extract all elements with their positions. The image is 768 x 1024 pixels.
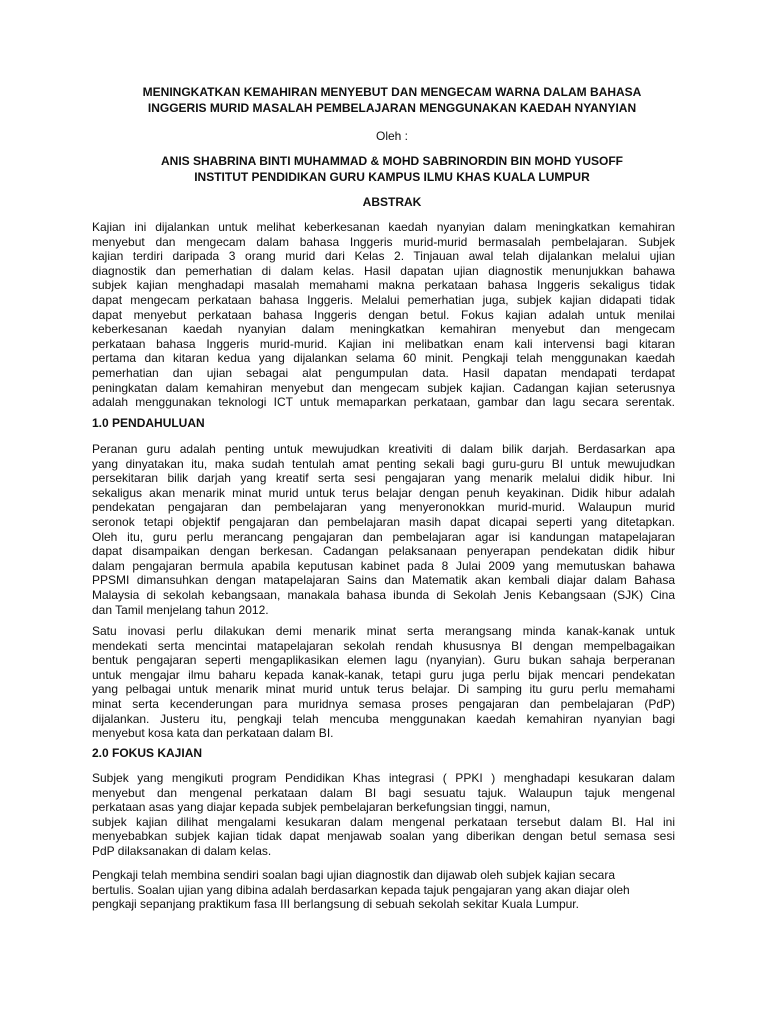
text-line: keberkesanan kaedah nyanyian dalam meningkatkan kemahiran menyebut dan mengecam xyxy=(92,322,675,337)
oleh-label: Oleh : xyxy=(375,129,408,143)
text-line: sekaligus akan menarik minat murid untuk terus belajar dengan penuh keyakinan. Didik hibur adalah xyxy=(92,485,675,500)
text-line: dapat disampaikan dengan berkesan. Cadangan pelaksanaan penyerapan pendekatan didik hibur xyxy=(92,544,675,559)
text-line: Kajian ini dijalankan untuk melihat keberkesanan kaedah nyanyian dalam meningkatkan kemahiran xyxy=(92,220,675,234)
text-line: yang pelbagai untuk menarik minat murid untuk terus belajar. Di samping itu guru perlu memahami xyxy=(92,682,675,697)
text-line: dan Tamil menjelang tahun 2012. xyxy=(92,602,269,617)
text-line: PdP dilaksanakan di dalam kelas. xyxy=(92,843,272,858)
text-line: subjek kajian menghadapi masalah memahami makna perkataan bahasa Inggeris sekaligus tidak xyxy=(92,278,675,293)
text-line: adalah menggunakan teknologi ICT untuk memaparkan perkataan, gambar dan lagu secara serentak. xyxy=(92,395,675,410)
text-line: untuk mengajar ilmu baharu kepada kanak-kanak, tetapi guru juga perlu bijak mencari pendekatan xyxy=(92,667,675,682)
pendahuluan-paragraph-2 xyxy=(92,624,675,741)
text-line: pendekatan pengajaran dan pembelajaran yang menyeronokkan murid-murid. Walaupun murid xyxy=(92,500,675,515)
text-line: mendekati serta mencintai matapelajaran sekolah rendah khususnya BI dengan mempelbagaikan xyxy=(92,638,675,653)
text-line: menyebut dan mengenal perkataan dalam BI bagi sesuatu tajuk. Walaupun tajuk mengenal xyxy=(92,785,675,800)
section-heading-fokus-kajian: 2.0 FOKUS KAJIAN xyxy=(92,746,203,760)
text-line: persekitaran bilik darjah yang kreatif serta sesi pengajaran yang menarik melalui didik hibur. Ini xyxy=(92,471,675,486)
text-line: Satu inovasi perlu dilakukan demi menarik minat serta merangsang minda kanak-kanak untuk xyxy=(92,624,675,638)
text-line: dapat menyebut perkataan bahasa Inggeris dengan betul. Fokus kajian adalah untuk menilai xyxy=(92,307,675,322)
text-line: pemerhatian dan ujian sebagai alat pengumpulan data. Hasil dapatan mendapati terdapat xyxy=(92,365,675,380)
text-line: pengkaji sepanjang praktikum fasa III berlangsung di sebuah sekolah sekitar Kuala Lumpur. xyxy=(92,897,579,912)
text-line: Peranan guru adalah penting untuk mewujudkan kreativiti di dalam bilik darjah. Berdasarkan apa xyxy=(92,442,675,456)
text-line: menyebabkan subjek kajian tidak dapat menjawab soalan yang diberikan dengan betul semasa sesi xyxy=(92,829,675,844)
text-line: yang dinyatakan itu, maka sudah tentulah amat penting sekali bagi guru-guru BI untuk mewujudkan xyxy=(92,456,675,471)
author-line: ANIS SHABRINA BINTI MUHAMMAD & MOHD SABRINORDIN BIN MOHD YUSOFF xyxy=(161,154,623,168)
text-line: bertulis. Soalan ujian yang dibina adalah berdasarkan kepada tajuk pengajaran yang akan diajar oleh xyxy=(92,882,630,897)
title-line: MENINGKATKAN KEMAHIRAN MENYEBUT DAN MENGECAM WARNA DALAM BAHASA xyxy=(142,85,642,99)
text-line: Malaysia di sekolah kebangsaan, manakala bahasa ibunda di Sekolah Jenis Kebangsaan (SJK) Cina xyxy=(92,587,675,602)
text-line: PPSMI dimansuhkan dengan matapelajaran Sains dan Matematik akan kembali diajar dalam Bahasa xyxy=(92,573,675,588)
text-line: dijalankan. Justeru itu, pengkaji telah mencuba menggunakan kaedah kemahiran nyanyian bagi xyxy=(92,711,675,726)
text-line: Pengkaji telah membina sendiri soalan bagi ujian diagnostik dan dijawab oleh subjek kajian secara xyxy=(92,868,615,882)
institution-line: INSTITUT PENDIDIKAN GURU KAMPUS ILMU KHAS KUALA LUMPUR xyxy=(194,170,590,184)
text-line: perkataan asas yang diajar kepada subjek pembelajaran berkefungsian tinggi, namun, xyxy=(92,800,551,815)
text-line: perkataan bahasa Inggeris murid-murid. Kajian ini melibatkan enam kali intervensi bagi kitaran xyxy=(92,336,675,351)
pendahuluan-paragraph-1 xyxy=(92,442,675,617)
document-title xyxy=(92,84,692,116)
text-line: menyebut dan mengecam dalam bahasa Inggeris murid-murid bermasalah pembelajaran. Subjek xyxy=(92,234,675,249)
title-line: INGGERIS MURID MASALAH PEMBELAJARAN MENGGUNAKAN KAEDAH NYANYIAN xyxy=(147,101,637,115)
text-line: peningkatan dalam kemahiran menyebut dan mengecam subjek kajian. Cadangan kajian seterusnya xyxy=(92,380,675,395)
text-line: Subjek yang mengikuti program Pendidikan Khas integrasi ( PPKI ) menghadapi kesukaran dalam xyxy=(92,771,675,785)
text-line: subjek kajian dilihat mengalami kesukaran dalam mengenal perkataan tersebut dalam BI. Hal ini xyxy=(92,814,675,829)
text-line: dalam pengajaran bermula apabila keputusan kabinet pada 8 Julai 2009 yang memutuskan bahawa xyxy=(92,558,675,573)
text-line: kajian terdiri daripada 3 orang murid dari Kelas 2. Tinjauan awal telah dijalankan melalui ujian xyxy=(92,249,675,264)
text-line: menyebut kosa kata dan perkataan dalam BI. xyxy=(92,726,334,741)
text-line: diagnostik dan pemerhatian di dalam kelas. Hasil dapatan ujian diagnostik menunjukkan bahawa xyxy=(92,263,675,278)
text-line: dapat mengecam perkataan bahasa Inggeris. Melalui pemerhatian juga, subjek kajian didapati tidak xyxy=(92,292,675,307)
abstrak-paragraph xyxy=(92,220,675,410)
section-heading-pendahuluan: 1.0 PENDAHULUAN xyxy=(92,416,205,430)
text-line: seronok tetapi objektif pengajaran dan pembelajaran masih dapat dicapai seperti yang ditetapkan. xyxy=(92,514,675,529)
fokus-kajian-paragraph-2 xyxy=(92,868,675,912)
text-line: minat serta kecenderungan para muridnya semasa proses pengajaran dan pembelajaran (PdP) xyxy=(92,696,675,711)
abstrak-heading: ABSTRAK xyxy=(362,195,422,209)
fokus-kajian-paragraph-1 xyxy=(92,771,675,859)
text-line: pertama dan kitaran kedua yang dijalankan selama 60 minit. Pengkaji telah menggunakan kaedah xyxy=(92,351,675,366)
text-line: Oleh itu, guru perlu merancang pengajaran dan pembelajaran agar isi kandungan matapelajaran xyxy=(92,529,675,544)
author-block xyxy=(92,153,692,185)
text-line: bentuk pengajaran seperti mengaplikasikan elemen lagu (nyanyian). Guru bukan sahaja berperanan xyxy=(92,653,675,668)
